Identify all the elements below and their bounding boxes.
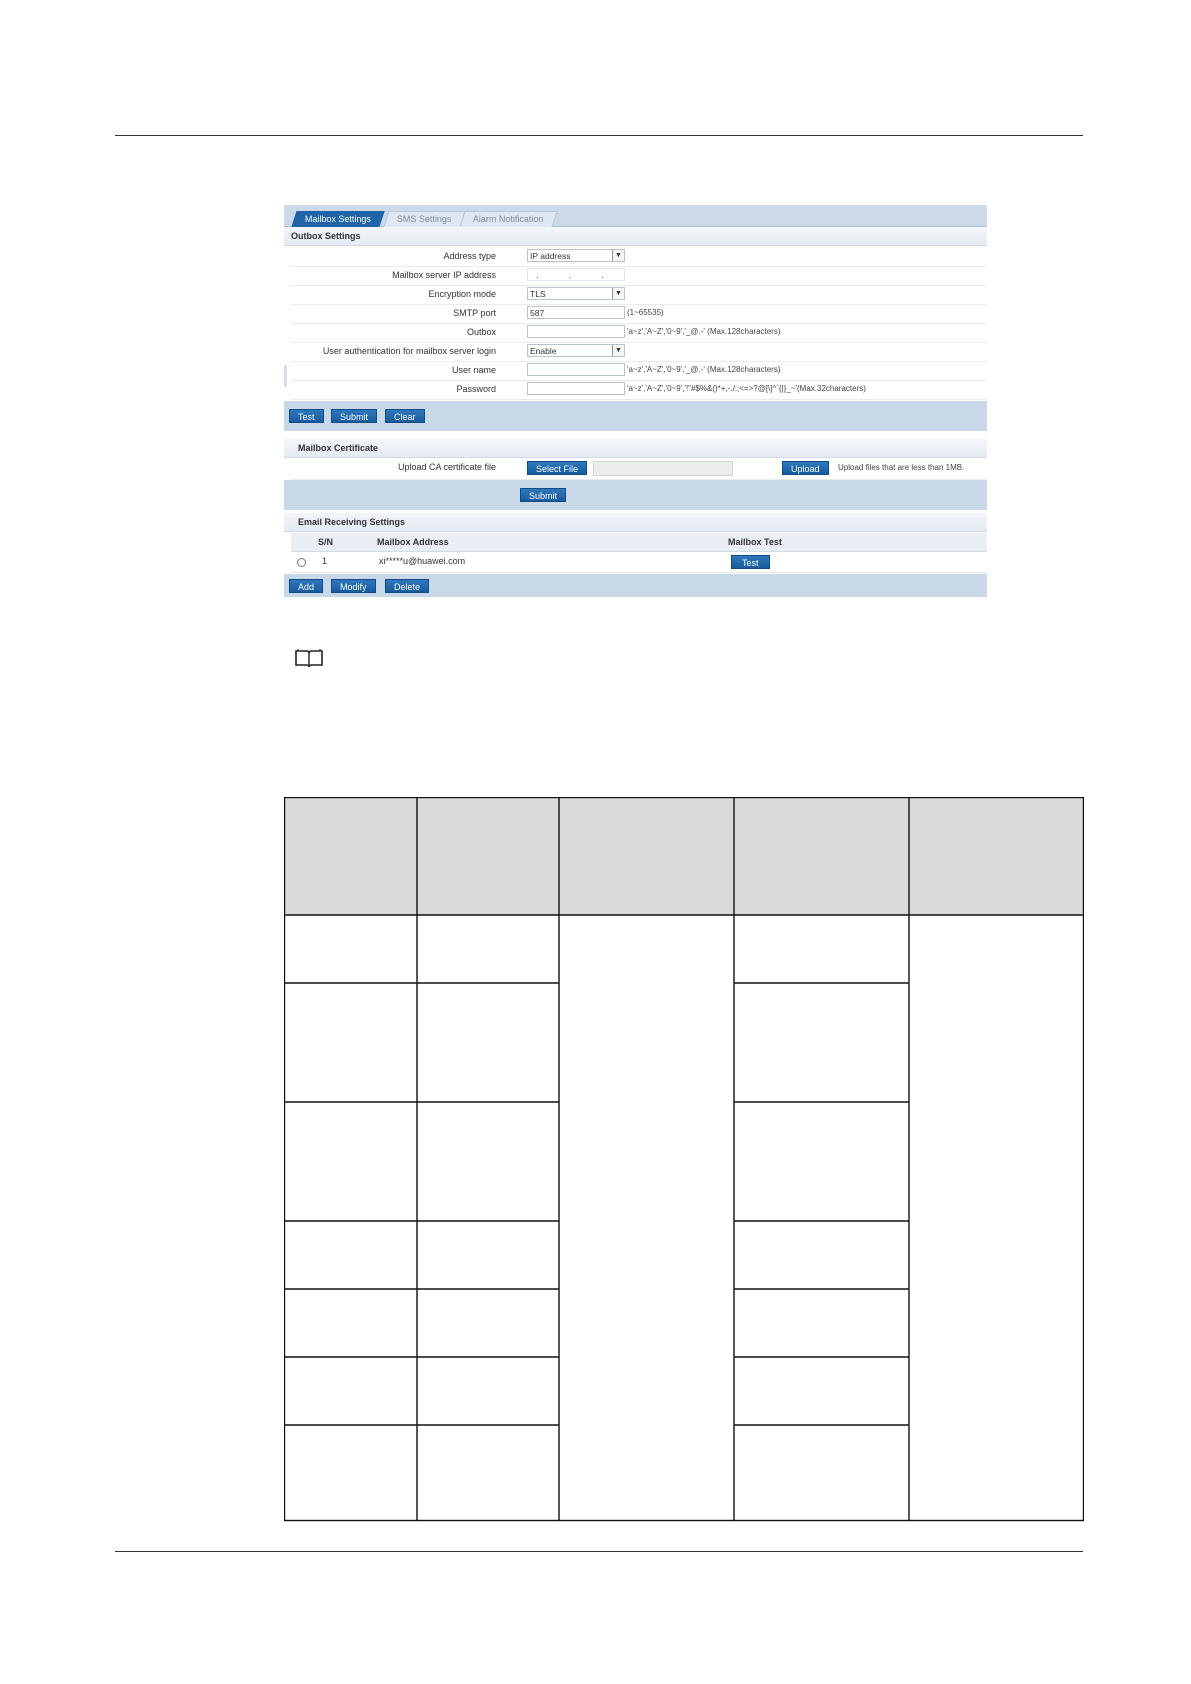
open-book-icon <box>294 646 324 668</box>
outbox-button-bar <box>284 401 987 431</box>
upload-ca-row <box>291 458 987 480</box>
certificate-submit-button[interactable]: Submit <box>520 488 566 502</box>
clear-button[interactable]: Clear <box>385 409 425 423</box>
row-sn: 1 <box>322 556 328 566</box>
user-auth-select[interactable]: Enable ▼ <box>527 344 625 357</box>
mailbox-server-ip-label: Mailbox server IP address <box>392 270 496 280</box>
email-receiving-title: Email Receiving Settings <box>284 513 987 532</box>
column-mailbox-address: Mailbox Address <box>377 537 449 547</box>
header-rule <box>115 135 1083 136</box>
chevron-down-icon: ▼ <box>612 250 624 261</box>
address-type-select[interactable]: IP address ▼ <box>527 249 625 262</box>
tab-alarm-notification[interactable]: Alarm Notification <box>459 211 557 227</box>
receiving-button-bar <box>284 574 987 597</box>
parameter-table <box>284 797 1084 1522</box>
smtp-port-row <box>291 304 987 324</box>
footer-rule <box>115 1551 1083 1552</box>
password-hint: 'a~z','A~Z','0~9','!"#$%&()*+,-./:;<=>?@[\]^`{|}_~'(Max.32characters) <box>627 384 866 393</box>
user-name-row <box>291 361 987 381</box>
file-path-display <box>593 461 733 476</box>
password-input[interactable] <box>527 382 625 395</box>
mailbox-test-button[interactable]: Test <box>731 555 770 569</box>
mailbox-server-ip-input[interactable]: . . . <box>527 268 625 281</box>
add-button[interactable]: Add <box>289 579 323 593</box>
upload-button[interactable]: Upload <box>782 461 829 475</box>
smtp-port-label: SMTP port <box>453 308 496 318</box>
submit-button[interactable]: Submit <box>331 409 377 423</box>
tab-bar <box>284 205 987 227</box>
table-row <box>291 552 987 573</box>
encryption-mode-label: Encryption mode <box>428 289 496 299</box>
outbox-hint: 'a~z','A~Z','0~9','_@.-' (Max.128characters) <box>627 327 781 336</box>
collapse-handle[interactable] <box>284 365 287 387</box>
upload-hint: Upload files that are less than 1MB. <box>838 463 965 472</box>
outbox-settings-title: Outbox Settings <box>284 227 987 246</box>
password-label: Password <box>456 384 496 394</box>
column-mailbox-test: Mailbox Test <box>728 537 782 547</box>
select-file-button[interactable]: Select File <box>527 461 587 475</box>
upload-ca-label: Upload CA certificate file <box>397 462 496 472</box>
row-mailbox-address: xi*****u@huawei.com <box>379 556 466 566</box>
password-row <box>291 380 987 400</box>
row-select-radio[interactable] <box>297 558 306 567</box>
smtp-port-input[interactable]: 587 <box>527 306 625 319</box>
user-name-label: User name <box>451 365 496 375</box>
address-type-label: Address type <box>443 251 496 261</box>
certificate-button-bar <box>284 480 987 510</box>
encryption-mode-select[interactable]: TLS ▼ <box>527 287 625 300</box>
user-auth-label: User authentication for mailbox server login <box>322 346 496 356</box>
test-button[interactable]: Test <box>289 409 324 423</box>
chevron-down-icon: ▼ <box>612 345 624 356</box>
encryption-mode-row <box>291 285 987 305</box>
mailbox-settings-panel <box>284 205 987 597</box>
outbox-input[interactable] <box>527 325 625 338</box>
mailbox-server-ip-row <box>291 266 987 286</box>
outbox-row <box>291 323 987 343</box>
column-sn: S/N <box>318 537 334 547</box>
modify-button[interactable]: Modify <box>331 579 376 593</box>
tab-sms-settings[interactable]: SMS Settings <box>383 211 465 227</box>
user-name-hint: 'a~z','A~Z','0~9','_@.-' (Max.128characters) <box>627 365 781 374</box>
receiving-grid-header <box>291 533 987 552</box>
address-type-row <box>291 247 987 267</box>
user-name-input[interactable] <box>527 363 625 376</box>
header-row <box>285 798 1084 916</box>
chevron-down-icon: ▼ <box>612 288 624 299</box>
smtp-port-hint: (1~65535) <box>627 308 664 317</box>
outbox-label: Outbox <box>466 327 496 337</box>
mailbox-certificate-title: Mailbox Certificate <box>284 439 987 458</box>
tab-mailbox-settings[interactable]: Mailbox Settings <box>291 211 384 227</box>
delete-button[interactable]: Delete <box>385 579 429 593</box>
user-auth-row <box>291 342 987 362</box>
